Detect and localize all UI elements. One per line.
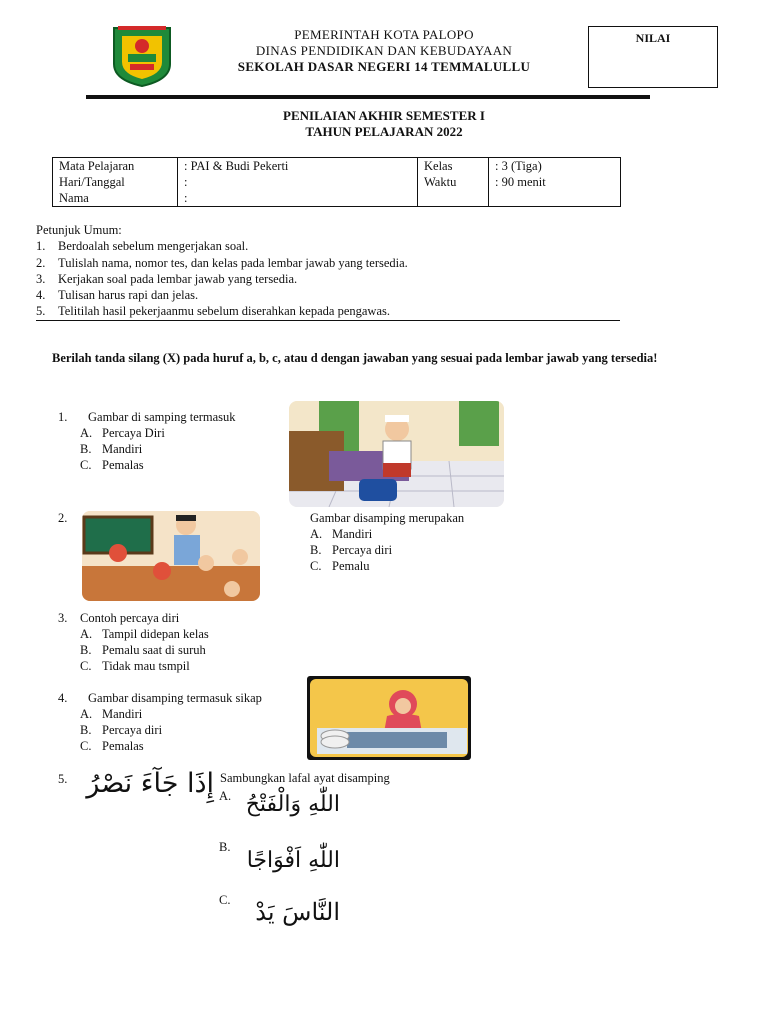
question-2-number: 2. xyxy=(58,511,68,525)
header-line-2: DINAS PENDIDIKAN DAN KEBUDAYAAN xyxy=(255,43,513,58)
info-values-cell xyxy=(178,158,418,207)
instruction-item: 5. Telitilah hasil pekerjaanmu sebelum diserahkan kepada pengawas. xyxy=(36,304,390,319)
exam-year: TAHUN PELAJARAN 2022 xyxy=(305,124,463,139)
header-line-1: PEMERINTAH KOTA PALOPO xyxy=(294,27,474,42)
question-4-option-b[interactable]: B. Percaya diri xyxy=(80,723,163,737)
header-line-3: SEKOLAH DASAR NEGERI 14 TEMMALULLU xyxy=(237,59,531,74)
score-box xyxy=(588,26,718,88)
question-1-option-b[interactable]: B. Mandiri xyxy=(80,442,143,456)
question-5-option-a-label: A. xyxy=(219,789,232,803)
instruction-item: 1. Berdoalah sebelum mengerjakan soal. xyxy=(36,239,249,254)
question-4-option-c[interactable]: C. Pemalas xyxy=(80,739,144,753)
student-info-table xyxy=(52,157,621,207)
info-labels-cell xyxy=(53,158,178,207)
question-3-option-b[interactable]: B. Pemalu saat di suruh xyxy=(80,643,206,657)
question-1: 1. Gambar di samping termasuk A. Percaya Diri B. Mandiri C. Pemalas xyxy=(58,410,236,472)
question-3: 3. Contoh percaya diri A. Tampil didepan kelas B. Pemalu saat di suruh C. Tidak mau tsmpil xyxy=(58,611,209,673)
question-5-option-a[interactable]: اللّٰهِ وَالْفَتْحُ xyxy=(245,792,340,817)
class-label: Kelas xyxy=(424,159,453,173)
question-5-arabic-verse: إِذَا جَآءَ نَصْرُ xyxy=(86,768,214,799)
question-3-text: Contoh percaya diri xyxy=(80,611,180,625)
instruction-item: 4. Tulisan harus rapi dan jelas. xyxy=(36,288,199,303)
class-values-cell xyxy=(489,158,621,207)
boy-packing-bag-image xyxy=(289,401,504,507)
girl-washing-dishes-image xyxy=(307,676,471,760)
question-3-option-a[interactable]: A. Tampil didepan kelas xyxy=(80,627,209,641)
question-5-option-c-label: C. xyxy=(219,893,231,907)
question-5-text: Sambungkan lafal ayat disamping xyxy=(220,771,390,785)
question-5-number: 5. xyxy=(58,772,68,786)
instructions-heading: Petunjuk Umum: xyxy=(36,223,122,237)
date-label: Hari/Tanggal xyxy=(59,175,125,189)
question-2-option-b[interactable]: B. Percaya diri xyxy=(310,543,393,557)
question-2 xyxy=(310,510,464,574)
question-5-option-b[interactable]: اللّٰهِ اَفْوَاجًا xyxy=(246,848,340,873)
question-5-option-b-label: B. xyxy=(219,840,231,854)
question-4-option-a[interactable]: A. Mandiri xyxy=(80,707,143,721)
question-4-text: Gambar disamping termasuk sikap xyxy=(88,691,262,705)
name-value: : xyxy=(184,191,188,205)
question-2-option-a[interactable]: A. Mandiri xyxy=(310,527,373,541)
question-2-option-c[interactable]: C. Pemalu xyxy=(310,559,370,573)
name-label: Nama xyxy=(59,191,89,205)
main-instruction: Berilah tanda silang (X) pada huruf a, b, c, atau d dengan jawaban yang sesuai pada lembar jawab yang tersedia! xyxy=(52,351,658,365)
date-value: : xyxy=(184,175,188,189)
question-3-option-c[interactable]: C. Tidak mau tsmpil xyxy=(80,659,190,673)
general-instructions xyxy=(36,222,408,320)
subject-value: : PAI & Budi Pekerti xyxy=(184,159,289,173)
class-labels-cell xyxy=(418,158,489,207)
instructions-divider xyxy=(36,320,620,321)
instruction-item: 3. Kerjakan soal pada lembar jawab yang tersedia. xyxy=(36,271,298,286)
question-4: 4. Gambar disamping termasuk sikap A. Mandiri B. Percaya diri C. Pemalas xyxy=(58,691,262,753)
instruction-item: 2. Tulislah nama, nomor tes, dan kelas pada lembar jawab yang tersedia. xyxy=(36,255,408,270)
class-value: : 3 (Tiga) xyxy=(495,159,542,173)
question-1-text: Gambar di samping termasuk xyxy=(88,410,236,424)
question-1-option-c[interactable]: C. Pemalas xyxy=(80,458,144,472)
time-label: Waktu xyxy=(424,175,457,189)
question-2-text: Gambar disamping merupakan xyxy=(310,511,465,525)
exam-title: PENILAIAN AKHIR SEMESTER I xyxy=(283,108,485,123)
question-5-option-c[interactable]: النَّاسَ يَدْ xyxy=(255,898,340,926)
question-1-option-a[interactable]: A. Percaya Diri xyxy=(80,426,165,440)
score-box-label: NILAI xyxy=(635,31,671,45)
subject-label: Mata Pelajaran xyxy=(59,159,135,173)
time-value: : 90 menit xyxy=(495,175,546,189)
header-divider xyxy=(86,95,650,99)
classroom-students-image xyxy=(82,511,260,601)
